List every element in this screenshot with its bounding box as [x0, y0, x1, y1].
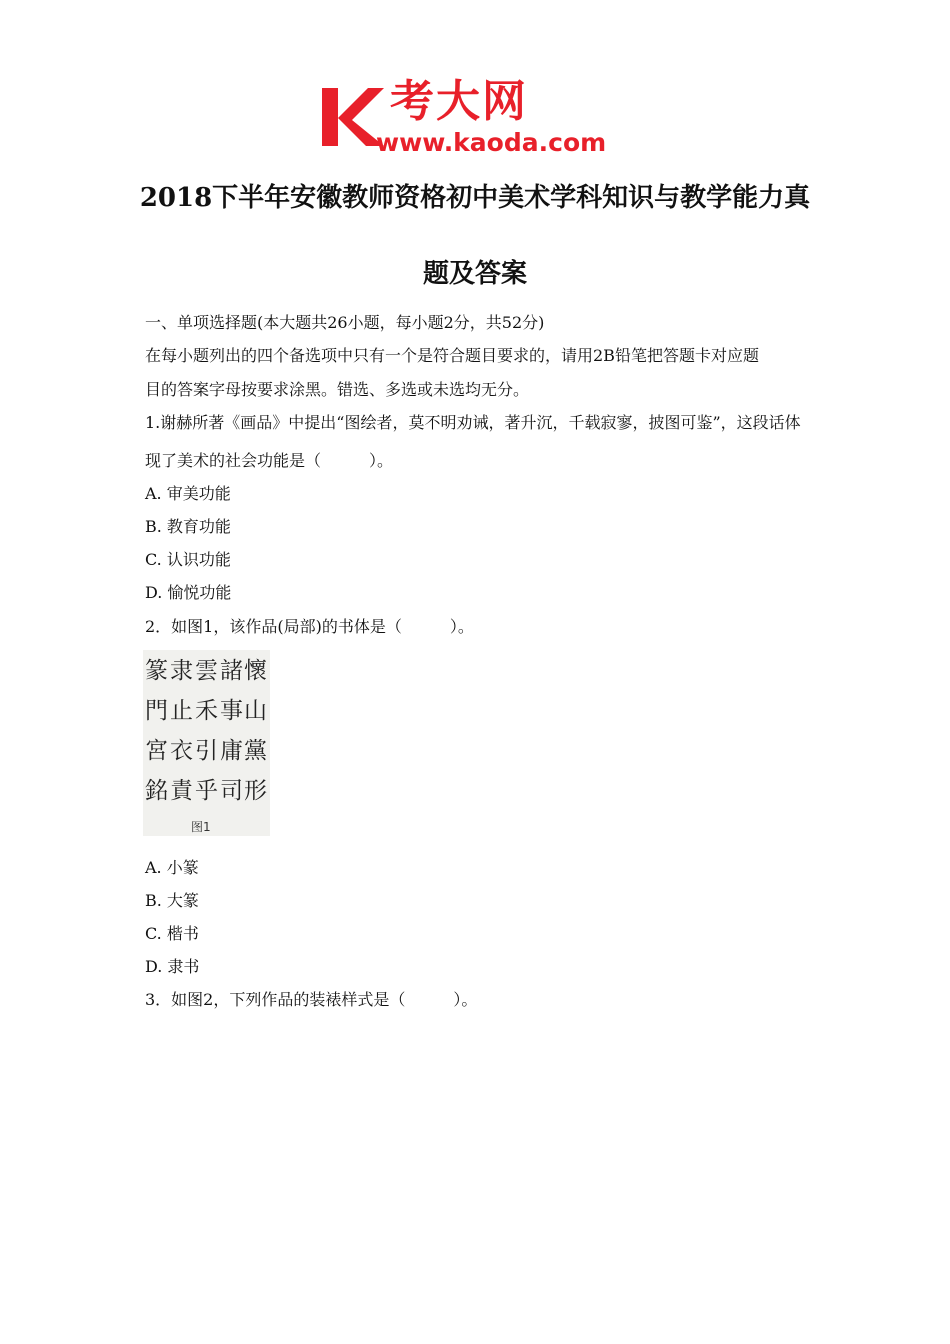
logo-name: 考大网 — [390, 76, 528, 127]
question-2-option-c[interactable]: C. 楷书 — [145, 924, 199, 943]
question-2-option-d[interactable]: D. 隶书 — [145, 957, 200, 976]
figure-1-seal-script-image: 篆 隶 雲 諸 懷 門 止 禾 事 山 宮 衣 引 庸 黨 銘 責 乎 司 形 图1 — [143, 650, 270, 836]
instruction-line2: 目的答案字母按要求涂黑。错选、多选或未选均无分。 — [145, 380, 530, 399]
figure-1-caption: 图1 — [191, 820, 211, 834]
question-1-stem-line1: 1.谢赫所著《画品》中提出“图绘者，莫不明劝诫，著升沉，千载寂寥，披图可鉴”，这段话体 — [145, 413, 801, 432]
page-title-line1: 2018下半年安徽教师资格初中美术学科知识与教学能力真 — [139, 183, 811, 213]
section-heading: 一、单项选择题(本大题共26小题，每小题2分，共52分) — [145, 313, 545, 332]
question-1-option-b[interactable]: B. 教育功能 — [145, 517, 231, 536]
question-1-stem-line2: 现了美术的社会功能是（ ）。 — [145, 451, 394, 470]
question-2-option-a[interactable]: A. 小篆 — [145, 858, 199, 877]
question-1-option-d[interactable]: D. 愉悦功能 — [145, 583, 232, 602]
logo-url[interactable]: www.kaoda.com — [376, 128, 607, 157]
question-3-stem: 3．如图2，下列作品的装裱样式是（ ）。 — [145, 990, 478, 1009]
question-2-stem: 2．如图1，该作品(局部)的书体是（ ）。 — [145, 617, 474, 636]
question-1-option-a[interactable]: A. 审美功能 — [145, 484, 231, 503]
kaoda-logo — [318, 78, 638, 160]
question-1-option-c[interactable]: C. 认识功能 — [145, 550, 231, 569]
question-2-option-b[interactable]: B. 大篆 — [145, 891, 199, 910]
instruction-line1: 在每小题列出的四个备选项中只有一个是符合题目要求的，请用2B铅笔把答题卡对应题 — [145, 346, 759, 365]
page-title-line2: 题及答案 — [422, 259, 527, 289]
